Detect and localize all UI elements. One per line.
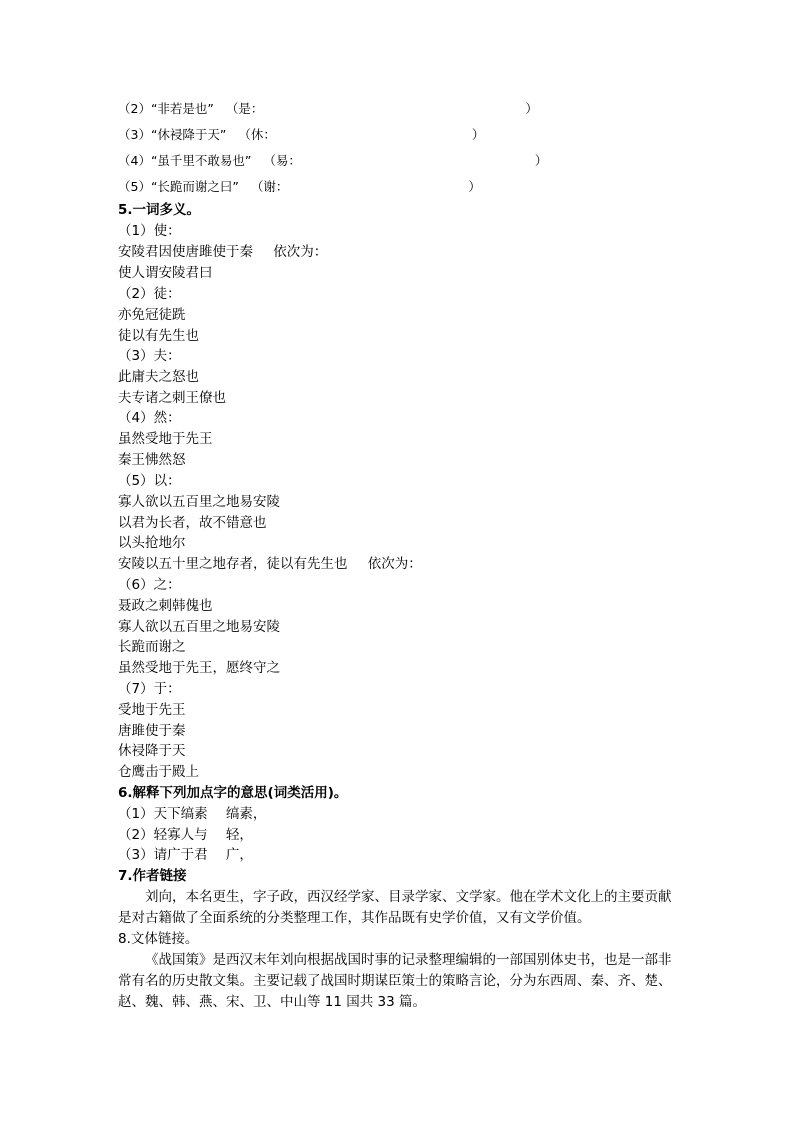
s5-g6-line2: 寡人欲以五百里之地易安陵: [118, 619, 280, 635]
q4-item-2-paren-open: （是：: [225, 101, 264, 116]
s5-g2-label: （2）徒：: [118, 286, 181, 302]
q4-item-4-quote: （4）“虽千里不敢易也”: [118, 153, 252, 168]
s5-g4-label: （4）然：: [118, 410, 181, 426]
s5-g7-label: （7）于：: [118, 681, 181, 697]
s5-g4-line2: 秦王怫然怒: [118, 452, 186, 468]
s5-g5-label: （5）以：: [118, 473, 181, 489]
section7-title: 7.作者链接: [118, 868, 187, 884]
q4-item-3-paren-close: ）: [471, 127, 485, 142]
q4-item-3-quote: （3）“休祲降于天”: [118, 127, 227, 142]
section7-body: 刘向，本名更生，字子政，西汉经学家、目录学家、文学家。他在学术文化上的主要贡献是对古籍做了全面系统的分类整理工作，其作品既有史学价值，又有文学价值。: [118, 889, 672, 926]
s5-g6-label: （6）之：: [118, 577, 181, 593]
s5-g2-line2: 徒以有先生也: [118, 328, 199, 344]
q4-item-4-paren-open: （易：: [263, 153, 301, 168]
s6-item1: （1）天下缟素 缟素，: [118, 806, 267, 822]
q4-item-3: [118, 125, 484, 145]
s5-g7-line3: 休祲降于天: [118, 743, 186, 759]
s5-g5-line2: 以君为长者，故不错意也: [118, 515, 267, 531]
s5-g5-line3: 以头抢地尔: [118, 535, 186, 551]
q4-item-5-paren-close: ）: [468, 179, 481, 194]
s5-g3-line2: 夫专诸之刺王僚也: [118, 390, 226, 406]
s5-g7-line4: 仓鹰击于殿上: [118, 764, 199, 780]
s5-g7-line2: 唐雎使于秦: [118, 723, 186, 739]
s5-g6-line4: 虽然受地于先王，愿终守之: [118, 660, 280, 676]
s5-g5-note: 依次为：: [367, 556, 422, 572]
section5-title: 5.一词多义。: [118, 202, 201, 218]
s5-g1-label: （1）使：: [118, 223, 181, 239]
q4-item-4: [118, 151, 547, 171]
q4-item-2-quote: （2）“非若是也”: [118, 101, 214, 116]
q4-item-2-paren-close: ）: [525, 101, 538, 116]
s5-g1-note: 依次为：: [273, 244, 328, 260]
q4-item-4-paren-close: ）: [534, 153, 548, 168]
s6-item3: （3）请广于君 广，: [118, 847, 253, 863]
s5-g7-line1: 受地于先王: [118, 702, 186, 718]
s6-item2: （2）轻寡人与 轻，: [118, 827, 253, 843]
s5-g1-line1: 安陵君因使唐雎使于秦 依次为：: [118, 244, 328, 260]
s5-g4-line1: 虽然受地于先王: [118, 431, 213, 447]
section8-title: 8.文体链接。: [118, 931, 199, 947]
q4-item-5-quote: （5）“长跪而谢之曰”: [118, 179, 239, 194]
s5-g6-line1: 聂政之刺韩傀也: [118, 598, 213, 614]
s5-g1-line2: 使人谓安陵君曰: [118, 265, 213, 281]
q4-item-3-paren-open: （休：: [238, 127, 276, 142]
s5-g6-line3: 长跪而谢之: [118, 639, 186, 655]
s5-g3-line1: 此庸夫之怒也: [118, 369, 199, 385]
s5-g2-line1: 亦免冠徒跣: [118, 307, 186, 323]
q4-item-2: [118, 99, 538, 119]
s5-g5-line1: 寡人欲以五百里之地易安陵: [118, 494, 280, 510]
q4-item-5: [118, 177, 481, 197]
s5-g3-label: （3）夫：: [118, 348, 181, 364]
section8-body: 《战国策》是西汉末年刘向根据战国时事的记录整理编辑的一部国别体史书，也是一部非常有名的历史散文集。主要记载了战国时期谋臣策士的策略言论，分为东西周、秦、齐、楚、赵、魏、韩、燕、宋、卫、中山等 11 国共 33 篇。: [118, 952, 672, 1010]
section6-title: 6.解释下列加点字的意思(词类活用)。: [118, 785, 348, 801]
s5-g5-line4: 安陵以五十里之地存者，徒以有先生也 依次为：: [118, 556, 422, 572]
q4-item-5-paren-open: （谢：: [250, 179, 289, 194]
